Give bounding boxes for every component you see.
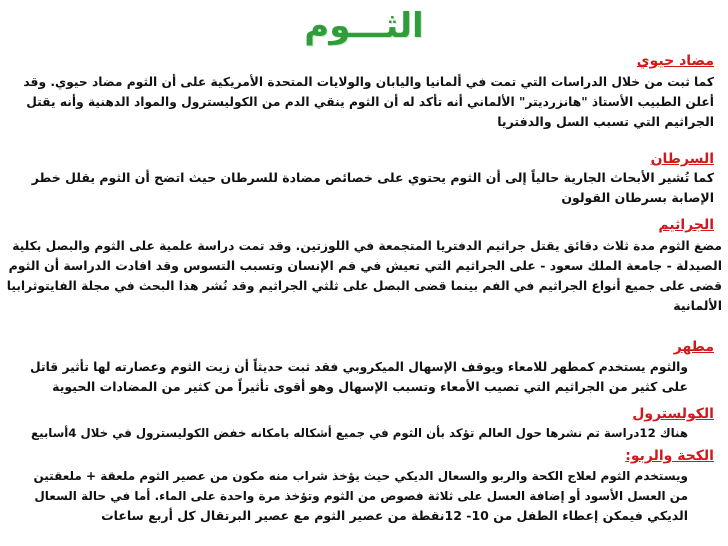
body-line: مضغ الثوم مدة ثلاث دقائق يقتل جراثيم الدفتريا المتجمعة في اللوزتين. وقد تمت دراسة علمية على الثوم والبصل بكلية xyxy=(12,239,722,253)
section-heading-germs: الجراثيم xyxy=(658,217,714,233)
body-line: كما تُشير الأبحاث الجارية حالياً إلى أن الثوم يحتوي على خصائص مضادة للسرطان حيث اتضح أن الثوم يقلل خطر xyxy=(31,170,714,185)
body-line: ويستخدم الثوم لعلاج الكحة والربو والسعال الديكي حيث يؤخذ شراب منه مكون من عصير الثوم ملعقة + ملعقتين xyxy=(33,469,688,483)
section-heading-cholesterol: الكولسترول xyxy=(632,406,714,422)
body-line: الألمانية xyxy=(673,298,722,313)
section-body-germs xyxy=(6,236,722,316)
section-heading-disinfectant: مطهر xyxy=(673,339,714,355)
body-line: كما ثبت من خلال الدراسات التي تمت في ألمانيا واليابان والولايات المتحدة الأمريكية على أن الثوم مضاد حيوي. وقد xyxy=(23,75,714,89)
section-body-antibiotic xyxy=(14,72,714,132)
section-body-disinfectant xyxy=(28,357,688,397)
section-heading-antibiotic: مضاد حيوي xyxy=(636,53,714,69)
section-heading-cancer: السرطان xyxy=(650,151,714,167)
body-line: قضى على جميع أنواع الجراثيم في الفم بينما قضى البصل على ثلثي الجراثيم وقد نُشر هذا البحث في مجلة الفايتوثرابيا xyxy=(6,279,722,293)
body-line: هناك 12دراسة تم نشرها حول العالم تؤكد بأن الثوم في جميع أشكاله بامكانه خفض الكوليسترول في خلال 4أسابيع xyxy=(31,426,688,440)
section-body-cancer xyxy=(14,168,714,208)
body-line: الجراثيم التي تسبب السل والدفتريا xyxy=(497,114,714,129)
body-line: الإصابة بسرطان القولون xyxy=(561,190,714,205)
section-body-cholesterol xyxy=(28,423,688,443)
section-body-cough-asthma xyxy=(24,466,688,526)
body-line: على كثير من الجراثيم التي تصيب الأمعاء وتسبب الإسهال وهو أقوى تأثيراً من كثير من المضادات الحيوية xyxy=(52,379,688,394)
body-line: من العسل الأسود أو إضافة العسل على ثلاثة فصوص من الثوم وتؤخذ مرة واحدة على الماء. أما في حالة السعال xyxy=(34,489,688,503)
body-line: والثوم يستخدم كمطهر للامعاء ويوقف الإسهال الميكروبي فقد ثبت حديثاً أن زيت الثوم وعصارته لها تأثير قاتل xyxy=(30,360,688,374)
page-title: الثـــوم xyxy=(304,6,424,46)
body-line: الديكي فيمكن إعطاء الطفل من 10- 12نقطة من عصير الثوم مع عصير البرتقال كل أربع ساعات xyxy=(101,508,688,523)
body-line: أعلن الطبيب الأستاذ "هانزرديتر" الألماني أنه تأكد له أن الثوم ينقي الدم من الكوليسترول والمواد الدهنية وأنه يقتل xyxy=(26,95,714,109)
body-line: الصيدلة - جامعة الملك سعود - على الجراثيم التي تعيش في فم الإنسان وتسبب التسوس وقد افادت الدراسة أن الثوم xyxy=(8,258,722,273)
section-heading-cough-asthma: الكحة والربو: xyxy=(625,448,714,464)
